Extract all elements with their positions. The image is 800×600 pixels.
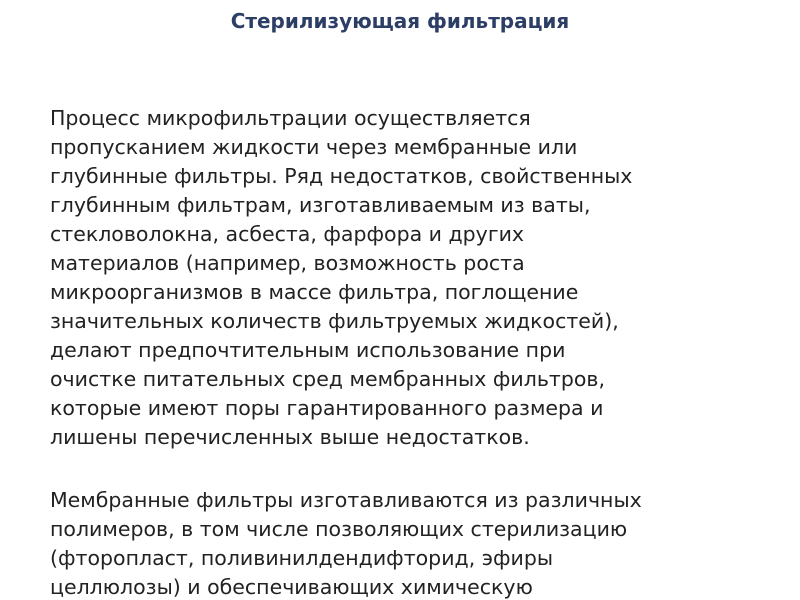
slide-title: Стерилизующая фильтрация bbox=[230, 9, 570, 33]
body-paragraph-2 bbox=[50, 486, 770, 600]
text-line: целлюлозы) и обеспечивающих химическую bbox=[50, 575, 533, 599]
text-line: стекловолокна, асбеста, фарфора и других bbox=[50, 222, 525, 246]
text-line: глубинным фильтрам, изготавливаемым из ваты, bbox=[50, 193, 591, 217]
text-line: делают предпочтительным использование при bbox=[50, 338, 566, 362]
text-line: которые имеют поры гарантированного размера и bbox=[50, 396, 604, 420]
text-line: лишены перечисленных выше недостатков. bbox=[50, 425, 530, 449]
text-line: глубинные фильтры. Ряд недостатков, свойственных bbox=[50, 164, 633, 188]
text-line: пропусканием жидкости через мембранные или bbox=[50, 135, 578, 159]
text-line: (фторопласт, поливинилдендифторид, эфиры bbox=[50, 546, 554, 570]
text-line: материалов (например, возможность роста bbox=[50, 251, 525, 275]
text-line: очистке питательных сред мембранных фильтров, bbox=[50, 367, 606, 391]
text-line: полимеров, в том числе позволяющих стерилизацию bbox=[50, 517, 628, 541]
text-line: значительных количеств фильтруемых жидкостей), bbox=[50, 309, 619, 333]
text-line: Мембранные фильтры изготавливаются из различных bbox=[50, 488, 642, 512]
body-paragraph-1 bbox=[50, 104, 770, 452]
text-line: микроорганизмов в массе фильтра, поглощение bbox=[50, 280, 579, 304]
text-line: Процесс микрофильтрации осуществляется bbox=[50, 106, 531, 130]
